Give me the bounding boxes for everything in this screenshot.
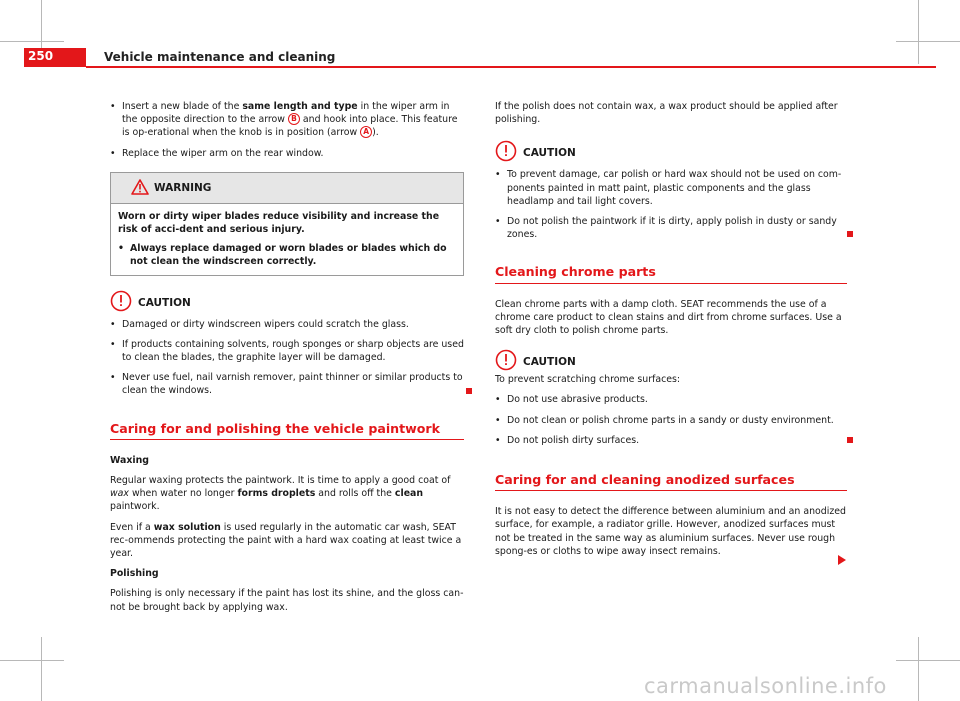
bullet-icon: • bbox=[495, 434, 501, 446]
list-item: • Do not polish the paintwork if it is dirty, apply polish in dusty or sandy zones. bbox=[495, 215, 847, 241]
caution-circle-icon bbox=[495, 349, 517, 371]
list-item: • Do not use abrasive products. bbox=[495, 394, 648, 406]
bullet-icon: • bbox=[118, 243, 124, 255]
bullet-icon: • bbox=[110, 101, 116, 112]
paragraph: Even if a wax solution is used regularly in the automatic car wash, SEAT rec-ommends protecting the paint with a hard wax coating at least twice a year. bbox=[110, 521, 462, 560]
list-item: • Insert a new blade of the same length and type in the wiper arm in the opposite direction to the arrow B and hook into place. This feature is op-erational when the knob is in position (arrow A ). bbox=[110, 101, 458, 139]
callout-b-icon: B bbox=[288, 113, 300, 125]
bullet-icon: • bbox=[495, 414, 501, 426]
end-of-section-icon bbox=[847, 231, 853, 237]
list-item: • To prevent damage, car polish or hard wax should not be used on com-ponents painted in matt paint, plastic components and the glass headlamp and tail light covers. bbox=[495, 169, 842, 207]
caution-title: CAUTION bbox=[523, 356, 576, 369]
paragraph: Regular waxing protects the paintwork. It is time to apply a good coat of wax when water no longer forms droplets and rolls off the clean paintwork. bbox=[110, 475, 451, 513]
page-number: 250 bbox=[28, 49, 54, 63]
warning-triangle-icon bbox=[131, 179, 149, 195]
caution-header bbox=[495, 140, 847, 162]
header-rule bbox=[86, 66, 936, 68]
crop-mark bbox=[41, 637, 42, 701]
crop-mark bbox=[896, 41, 960, 42]
subheading: Polishing bbox=[110, 568, 159, 580]
crop-mark bbox=[0, 660, 64, 661]
continue-arrow-icon bbox=[838, 555, 846, 565]
caution-circle-icon bbox=[110, 290, 132, 312]
caution-circle-icon bbox=[495, 140, 517, 162]
caution-title: CAUTION bbox=[523, 147, 576, 160]
section-title: Cleaning chrome parts bbox=[495, 265, 847, 283]
bullet-icon: • bbox=[110, 318, 116, 330]
paragraph: It is not easy to detect the difference between aluminium and an anodized surface, for example, a radiator grille. However, anodized surfaces must not be treated in the same way as aluminium surfaces. Never use rough spong-es or cloths to wipe away insect remains. bbox=[495, 506, 846, 557]
bullet-icon: • bbox=[495, 169, 501, 181]
list-item: • Always replace damaged or worn blades or blades which do not clean the windscreen correctly. bbox=[118, 243, 447, 268]
caution-header bbox=[495, 349, 847, 371]
warning-header bbox=[111, 173, 463, 204]
crop-mark bbox=[918, 637, 919, 701]
watermark: carmanualsonline.info bbox=[644, 674, 887, 698]
list-item: • Damaged or dirty windscreen wipers could scratch the glass. bbox=[110, 318, 409, 330]
bullet-icon: • bbox=[495, 394, 501, 406]
left-column bbox=[110, 100, 464, 621]
paragraph: Polishing is only necessary if the paint has lost its shine, and the gloss can-not be brought back by applying wax. bbox=[110, 588, 464, 613]
warning-box bbox=[110, 172, 464, 276]
end-of-section-icon bbox=[466, 388, 472, 394]
section-title: Caring for and cleaning anodized surfaces bbox=[495, 473, 847, 491]
page-number-tab bbox=[24, 48, 86, 67]
crop-mark bbox=[896, 660, 960, 661]
section-title: Caring for and polishing the vehicle paintwork bbox=[110, 422, 464, 440]
warning-body bbox=[111, 204, 463, 275]
warning-text: Worn or dirty wiper blades reduce visibility and increase the risk of acci-dent and serious injury. bbox=[118, 210, 440, 236]
paragraph: If the polish does not contain wax, a wax product should be applied after polishing. bbox=[495, 101, 838, 126]
caution-header bbox=[110, 290, 464, 312]
crop-mark bbox=[0, 41, 64, 42]
list-item: • Do not clean or polish chrome parts in a sandy or dusty environment. bbox=[495, 414, 834, 426]
right-column bbox=[495, 100, 847, 565]
end-of-section-icon bbox=[847, 437, 853, 443]
warning-title: WARNING bbox=[154, 181, 212, 194]
list-item: • Do not polish dirty surfaces. bbox=[495, 434, 847, 447]
paragraph: Clean chrome parts with a damp cloth. SEAT recommends the use of a chrome care product to clean stains and dirt from chrome surfaces. Use a soft dry cloth to polish chrome parts. bbox=[495, 298, 842, 337]
bullet-icon: • bbox=[110, 147, 116, 159]
list-item: • Never use fuel, nail varnish remover, paint thinner or similar products to clean the windows. bbox=[110, 371, 464, 397]
crop-mark bbox=[918, 0, 919, 64]
bullet-icon: • bbox=[110, 338, 116, 350]
callout-a-icon: A bbox=[360, 126, 372, 138]
caution-intro: To prevent scratching chrome surfaces: bbox=[495, 374, 681, 386]
subheading: Waxing bbox=[110, 454, 149, 466]
list-item: • Replace the wiper arm on the rear window. bbox=[110, 147, 324, 159]
page-header-title: Vehicle maintenance and cleaning bbox=[104, 50, 336, 64]
caution-title: CAUTION bbox=[138, 296, 191, 309]
bullet-icon: • bbox=[495, 216, 501, 228]
list-item: • If products containing solvents, rough sponges or sharp objects are used to clean the blades, the graphite layer will be damaged. bbox=[110, 338, 464, 364]
bullet-icon: • bbox=[110, 372, 116, 384]
